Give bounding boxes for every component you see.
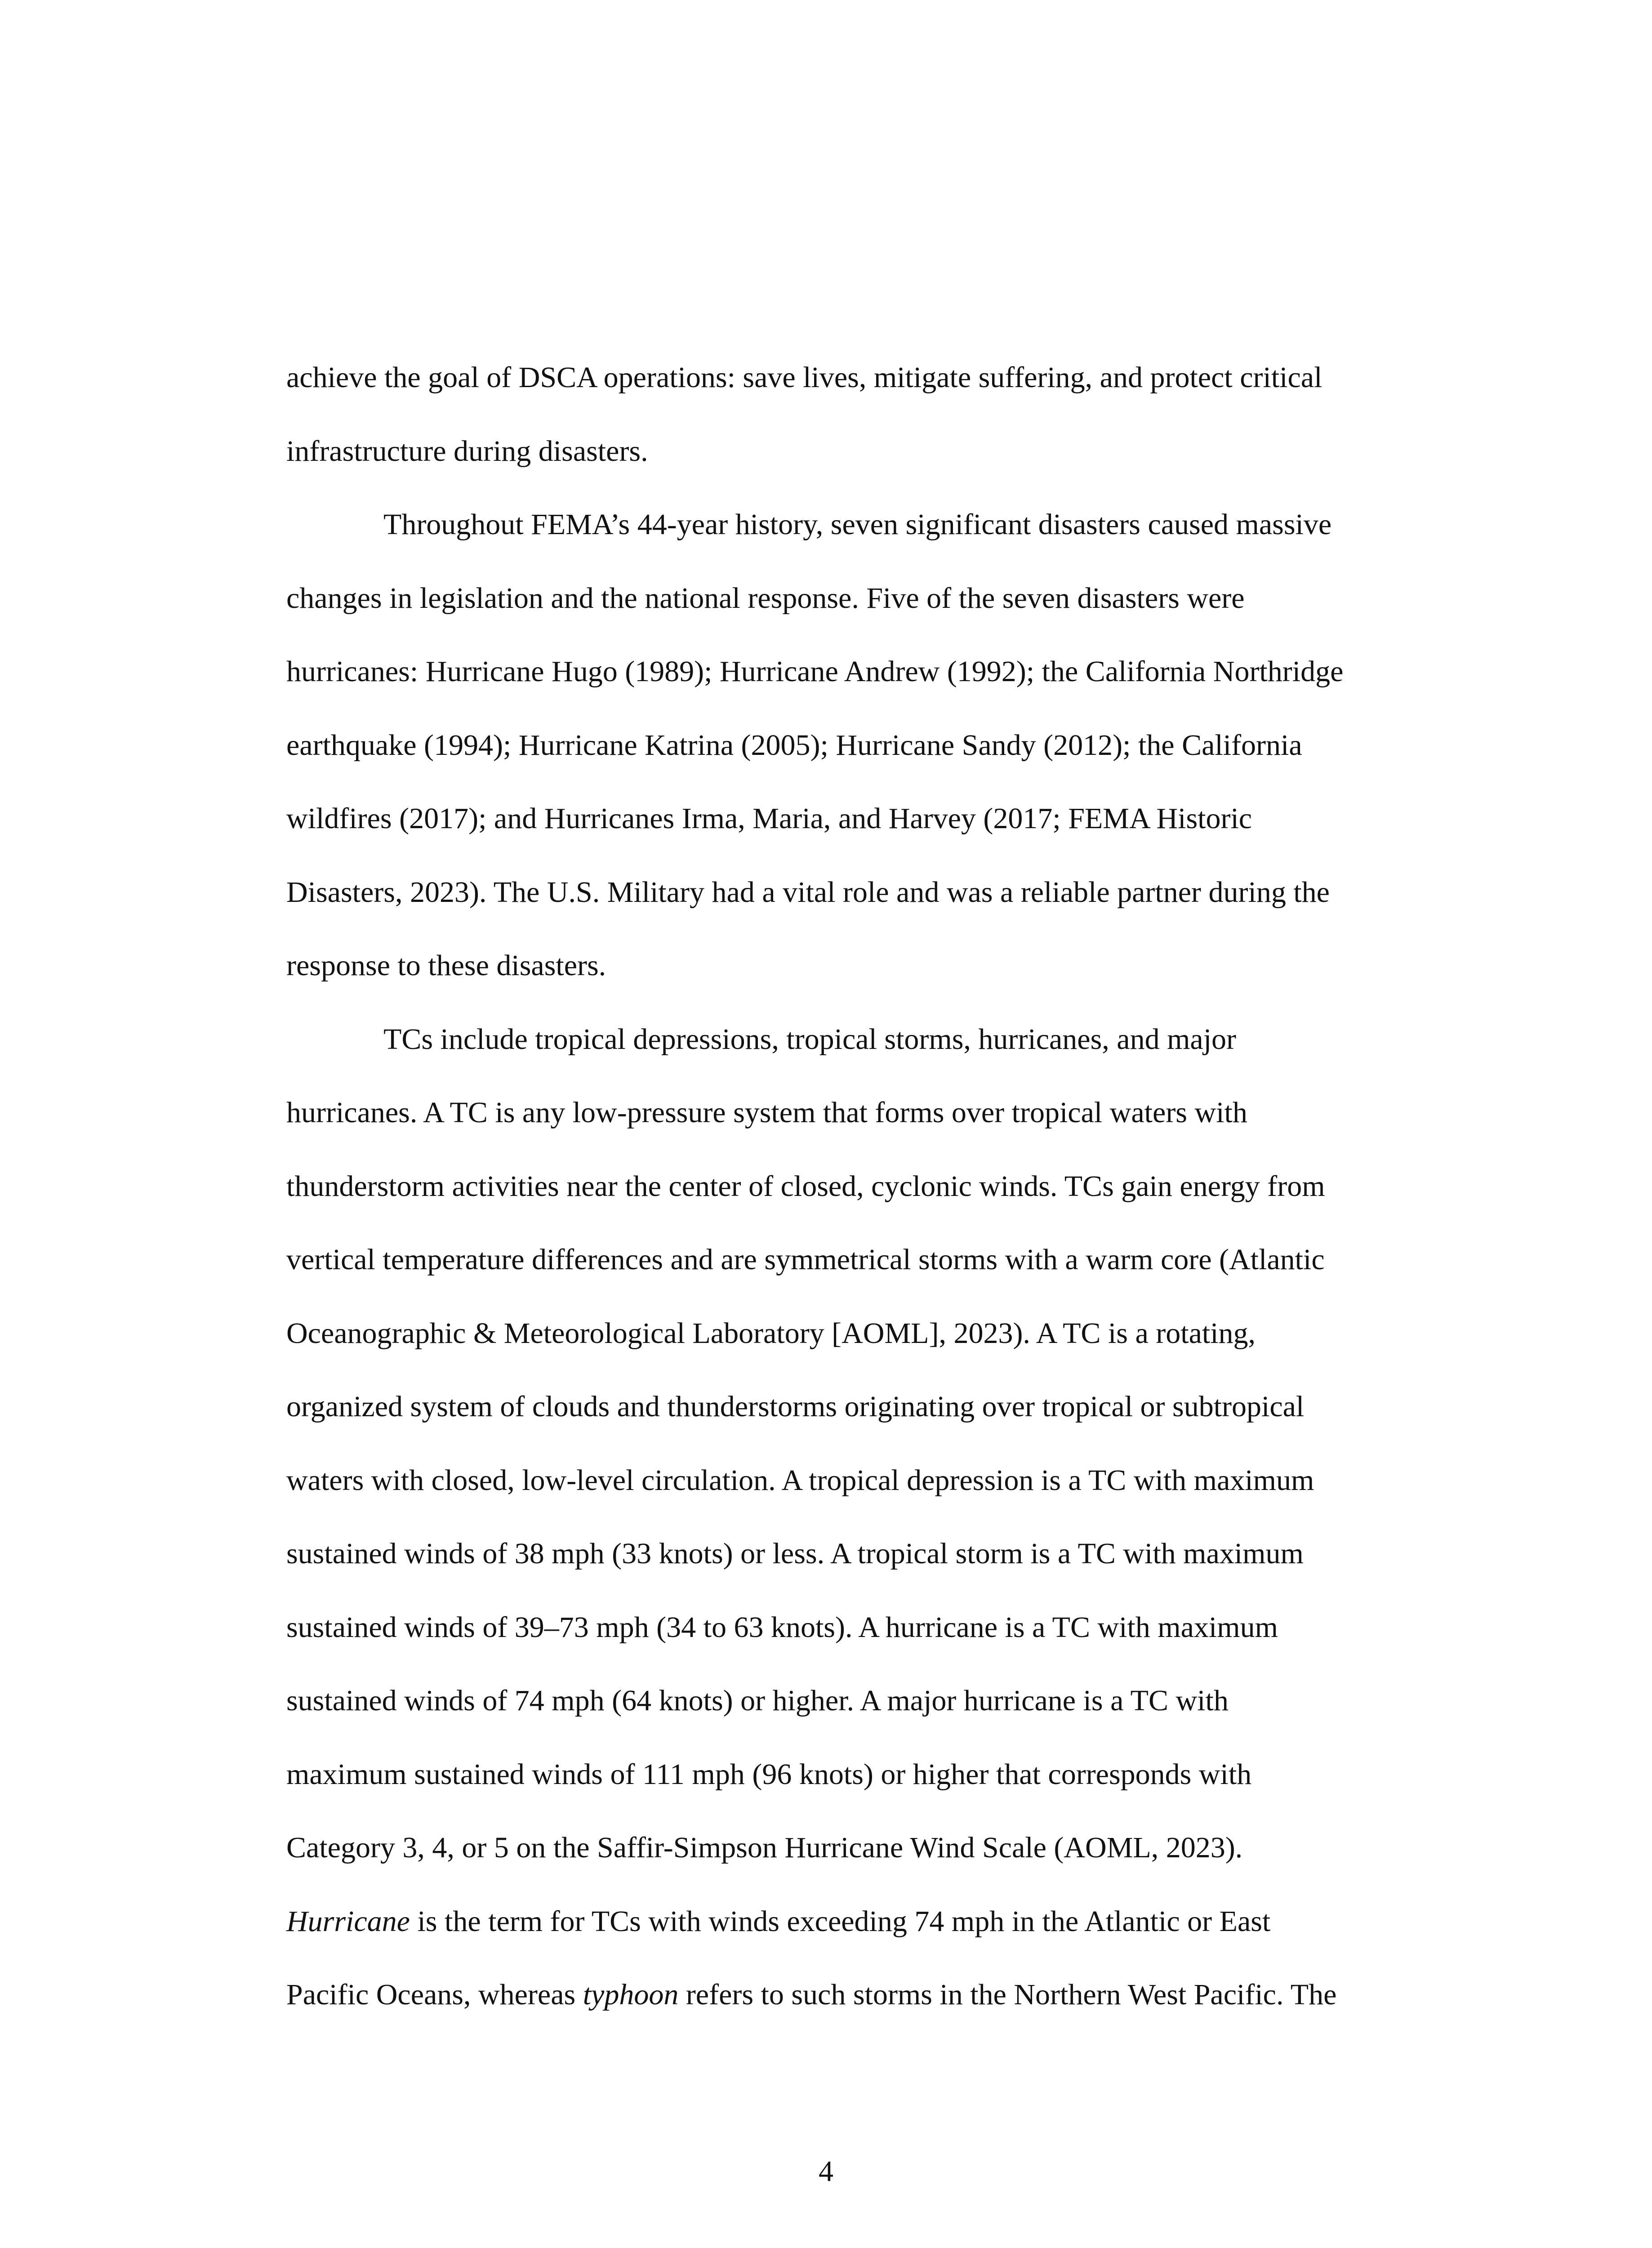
text-line: hurricanes. A TC is any low-pressure system that forms over tropical waters with: [286, 1096, 1247, 1129]
text-line: Disasters, 2023). The U.S. Military had a vital role and was a reliable partner during the: [286, 875, 1330, 909]
paragraph-first-line: Throughout FEMA’s 44-year history, seven significant disasters caused massive: [383, 508, 1332, 541]
paragraph-first-line: TCs include tropical depressions, tropical storms, hurricanes, and major: [383, 1022, 1237, 1056]
text-line: earthquake (1994); Hurricane Katrina (2005); Hurricane Sandy (2012); the California: [286, 728, 1302, 762]
text-line: achieve the goal of DSCA operations: save lives, mitigate suffering, and protect critical: [286, 361, 1322, 394]
text-line: infrastructure during disasters.: [286, 434, 648, 468]
text-span: Pacific Oceans, whereas: [286, 1978, 583, 2011]
page-number: 4: [819, 2155, 833, 2188]
text-line: sustained winds of 74 mph (64 knots) or higher. A major hurricane is a TC with: [286, 1684, 1229, 1717]
text-line: thunderstorm activities near the center of closed, cyclonic winds. TCs gain energy from: [286, 1169, 1325, 1203]
text-line: sustained winds of 38 mph (33 knots) or less. A tropical storm is a TC with maximum: [286, 1537, 1304, 1570]
text-line: sustained winds of 39–73 mph (34 to 63 knots). A hurricane is a TC with maximum: [286, 1610, 1278, 1644]
text-line: Oceanographic & Meteorological Laboratory [AOML], 2023). A TC is a rotating,: [286, 1316, 1256, 1350]
text-line: [286, 1899, 1432, 1973]
text-line: organized system of clouds and thunderstorms originating over tropical or subtropical: [286, 1390, 1305, 1423]
text-line: Category 3, 4, or 5 on the Saffir-Simpson Hurricane Wind Scale (AOML, 2023).: [286, 1831, 1243, 1864]
italic-term: typhoon: [583, 1978, 679, 2011]
text-line: changes in legislation and the national response. Five of the seven disasters were: [286, 581, 1245, 615]
body-text: [286, 355, 1432, 2046]
text-line: wildfires (2017); and Hurricanes Irma, Maria, and Harvey (2017; FEMA Historic: [286, 802, 1252, 835]
text-line: waters with closed, low-level circulation. A tropical depression is a TC with maximum: [286, 1463, 1314, 1497]
italic-term: Hurricane: [286, 1905, 410, 1938]
text-line: vertical temperature differences and are symmetrical storms with a warm core (Atlantic: [286, 1243, 1325, 1276]
text-line: hurricanes: Hurricane Hugo (1989); Hurricane Andrew (1992); the California Northridge: [286, 655, 1344, 688]
text-span: is the term for TCs with winds exceeding 74 mph in the Atlantic or East: [410, 1905, 1271, 1938]
text-line: maximum sustained winds of 111 mph (96 knots) or higher that corresponds with: [286, 1757, 1252, 1791]
text-line: response to these disasters.: [286, 949, 606, 982]
text-span: refers to such storms in the Northern West Pacific. The: [678, 1978, 1337, 2011]
text-line: [286, 1972, 1432, 2046]
